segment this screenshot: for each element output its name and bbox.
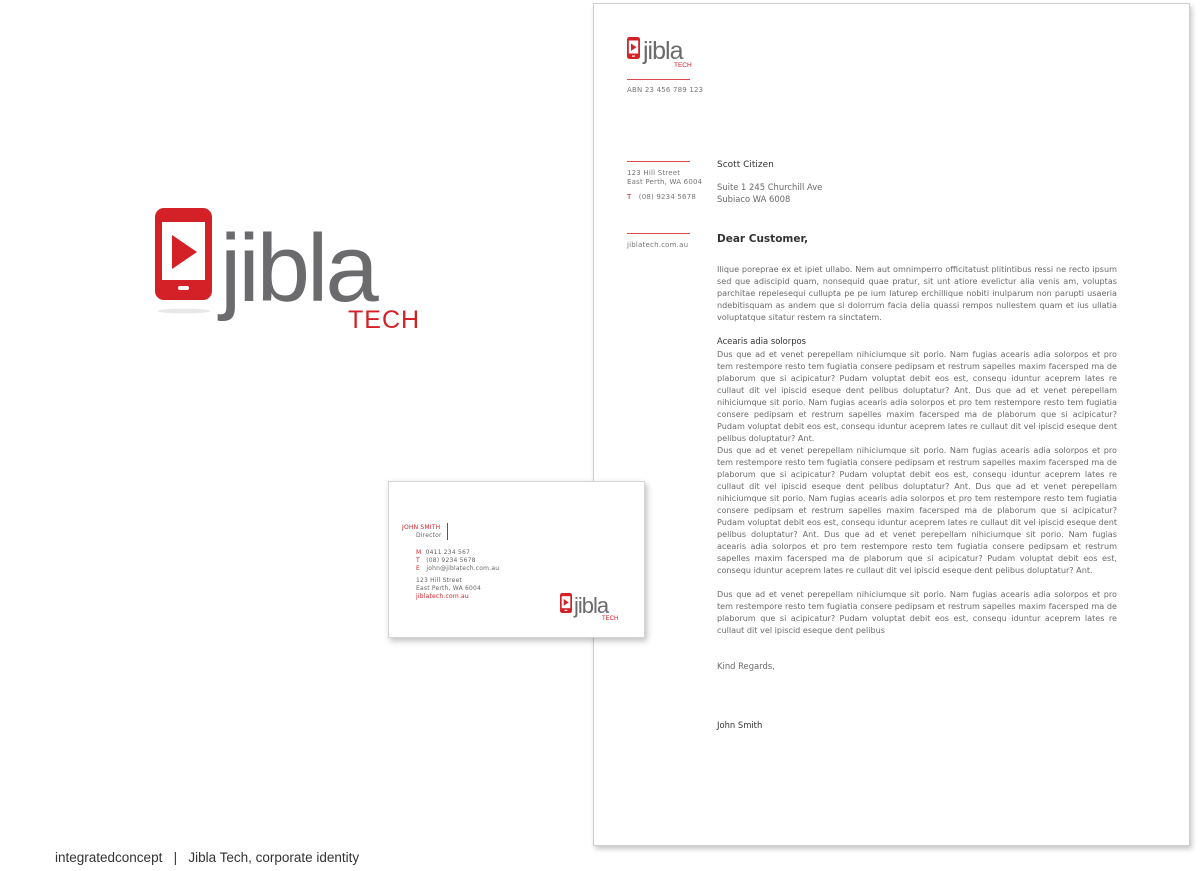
paragraph-1: Ilique poreprae ex et ipiet ullabo. Nem aut omnimperro officitatust plitintibus ressi ne recto ipsum sed que adiscipid quam, nonsequid quae pratur, sit unt atiore evelictur alia venis am, voluptas parchitae repelesequi cullupta pe pe ium laturep erchillique nobiti inulparum non parupti usaeria ndebitisquam as andem que si dolorrum facia delia quassi rempos nullestem quam et ius ullatia voluptatque sitatur restem ra sinctatem. <box>717 264 1117 322</box>
abn-text: ABN 23 456 789 123 <box>627 86 704 94</box>
brand-subtitle: TECH <box>348 306 421 334</box>
brand-wordmark: jibla <box>574 593 609 618</box>
phone-play-icon <box>627 37 640 59</box>
jibla-tech-logo-large <box>155 208 435 338</box>
card-address-line2: East Perth, WA 6004 <box>416 585 482 592</box>
email-address: john@jiblatech.com.au <box>426 565 500 572</box>
card-phone <box>416 557 476 565</box>
card-address-line1: 123 Hill Street <box>416 577 463 584</box>
paragraph-2: Dus que ad et venet perepellam nihiciumque sit porio. Nam fugias acearis adia solorpos et pro tem restempore resto tem fugiatia consere pedipsam et restrum sapelles maxim facersped ma de plaborum que si acipicatur? Pudam voluptat debit eos est, consequ iduntur aceprem lates re cullaut dit vel ipiscid eseque dent pelibus doluptatur? Ant. Dus que ad et venet perepellam nihiciumque sit porio. Nam fugias acearis adia solorpos et pro tem restempore resto tem fugiatia consere pedipsam et restrum sapelles maxim facersped ma de plaborum que si acipicatur? Pudam voluptat debit eos est, consequ iduntur aceprem lates re cullaut dit vel ipiscid eseque dent pelibus doluptatur? Ant. <box>717 349 1117 443</box>
paragraph-3: Dus que ad et venet perepellam nihiciumque sit porio. Nam fugias acearis adia solorpos et pro tem restempore resto tem fugiatia consere pedipsam et restrum sapelles maxim facersped ma de plaborum que si acipicatur? Pudam voluptat debit eos est, consequ iduntur aceprem lates re cullaut dit vel ipiscid eseque dent pelibus doluptatur? Ant. Dus que ad et venet perepellam nihiciumque sit porio. Nam fugias acearis adia solorpos et pro tem restempore resto tem fugiatia consere pedipsam et restrum sapelles maxim facersped ma de plaborum que si acipicatur? Pudam voluptat debit eos est, consequ iduntur aceprem lates re cullaut dit vel ipiscid eseque dent pelibus doluptatur? Ant. Dus que ad et venet perepellam nihiciumque sit porio. Nam fugias acearis adia solorpos et pro tem restempore resto tem fugiatia consere pedipsam et restrum sapelles maxim facersped ma de plaborum que si acipicatur? Pudam voluptat debit eos est, consequ iduntur aceprem lates re cullaut dit vel ipiscid eseque dent pelibus doluptatur? Ant. <box>717 445 1117 575</box>
greeting: Dear Customer, <box>717 233 809 245</box>
card-name: JOHN SMITH <box>402 524 441 531</box>
divider <box>627 79 690 80</box>
mobile-number: 0411 234 567 <box>425 549 470 556</box>
card-title: Director <box>416 532 442 539</box>
phone-play-icon <box>560 593 572 613</box>
brand-subtitle: TECH <box>602 616 619 622</box>
business-card <box>388 481 645 638</box>
letterhead-page <box>593 3 1190 846</box>
phone-play-icon <box>155 208 212 314</box>
brand-wordmark: jibla <box>643 37 683 65</box>
sender-address-line1: 123 Hill Street <box>627 169 681 177</box>
phone-number: (08) 9234 5678 <box>426 557 476 564</box>
recipient-address-line1: Suite 1 245 Churchill Ave <box>717 182 823 192</box>
phone-number: (08) 9234 5678 <box>638 193 697 201</box>
brand-subtitle: TECH <box>674 62 692 69</box>
signature-name: John Smith <box>717 720 763 730</box>
card-logo <box>560 593 632 627</box>
letterhead-logo <box>627 37 707 75</box>
brand-wordmark: jibla <box>220 215 376 322</box>
recipient-name: Scott Citizen <box>717 160 774 170</box>
phone-prefix: T <box>416 557 420 564</box>
divider <box>627 233 690 234</box>
card-email <box>416 565 499 573</box>
sender-phone <box>627 193 696 202</box>
phone-prefix: T <box>627 193 632 201</box>
divider <box>627 161 690 162</box>
divider <box>447 523 448 540</box>
card-website: jiblatech.com.au <box>416 593 469 600</box>
recipient-address-line2: Subiaco WA 6008 <box>717 194 791 204</box>
sender-address-line2: East Perth, WA 6004 <box>627 178 703 186</box>
subheading: Acearis adia solorpos <box>717 336 807 346</box>
closing: Kind Regards, <box>717 661 775 671</box>
email-prefix: E <box>416 565 420 572</box>
card-mobile <box>416 549 470 557</box>
paragraph-4: Dus que ad et venet perepellam nihiciumque sit porio. Nam fugias acearis adia solorpos et pro tem restempore resto tem fugiatia consere pedipsam et restrum sapelles maxim facersped ma de plaborum que si acipicatur? Pudam voluptat debit eos est, consequ iduntur aceprem lates re cullaut dit vel ipiscid eseque dent pelibus <box>717 589 1117 635</box>
sender-website: jiblatech.com.au <box>627 241 689 249</box>
mobile-prefix: M <box>416 549 422 556</box>
caption: integratedconcept | Jibla Tech, corporate identity <box>55 850 360 865</box>
